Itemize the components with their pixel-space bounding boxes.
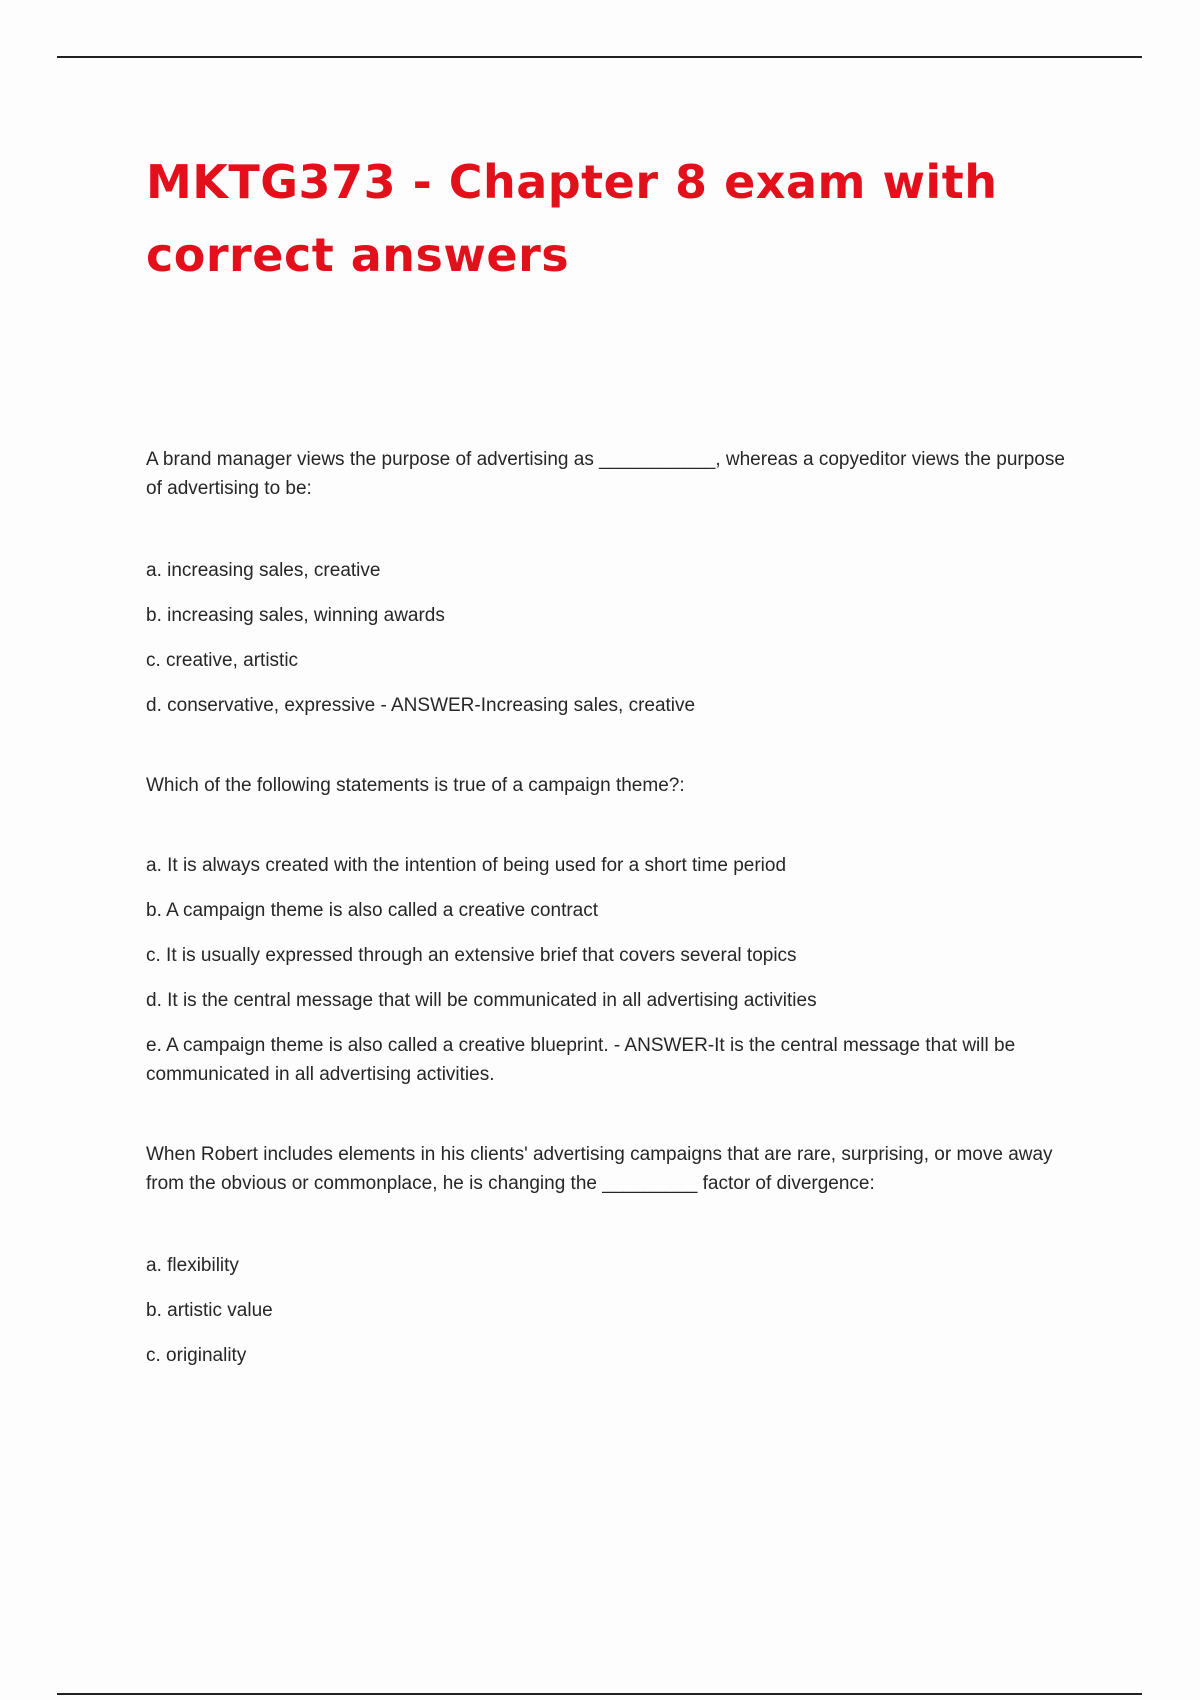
question-prompt: Which of the following statements is true of a campaign theme?: — [146, 775, 685, 796]
question-block — [146, 1140, 1076, 1370]
question-prompt: When Robert includes elements in his clients' advertising campaigns that are rare, surprising, or move away from the obvious or commonplace, he is changing the _________ factor of divergence: — [146, 1144, 1053, 1194]
answer-option: c. originality — [146, 1345, 247, 1366]
question-block — [146, 771, 1076, 1089]
answer-option: b. artistic value — [146, 1300, 273, 1321]
answer-option: a. increasing sales, creative — [146, 560, 381, 581]
answer-option: a. flexibility — [146, 1255, 239, 1276]
answer-option: c. creative, artistic — [146, 650, 299, 671]
answer-option: a. It is always created with the intention of being used for a short time period — [146, 855, 787, 876]
header-rule — [57, 56, 1142, 58]
answer-option: d. conservative, expressive - ANSWER-Increasing sales, creative — [146, 695, 696, 716]
question-prompt: A brand manager views the purpose of advertising as ___________, whereas a copyeditor views the purpose of advertising to be: — [146, 449, 1065, 499]
answer-option: c. It is usually expressed through an extensive brief that covers several topics — [146, 945, 797, 966]
question-list — [146, 445, 1076, 1386]
answer-option: b. increasing sales, winning awards — [146, 605, 445, 626]
answer-option: b. A campaign theme is also called a creative contract — [146, 900, 599, 921]
document-title: MKTG373 - Chapter 8 exam with correct answers — [146, 155, 998, 282]
answer-option: e. A campaign theme is also called a creative blueprint. - ANSWER-It is the central message that will be communicated in all advertising activities. — [146, 1035, 1016, 1085]
answer-option: d. It is the central message that will be communicated in all advertising activities — [146, 990, 817, 1011]
question-block — [146, 445, 1076, 720]
footer-rule — [57, 1693, 1142, 1695]
